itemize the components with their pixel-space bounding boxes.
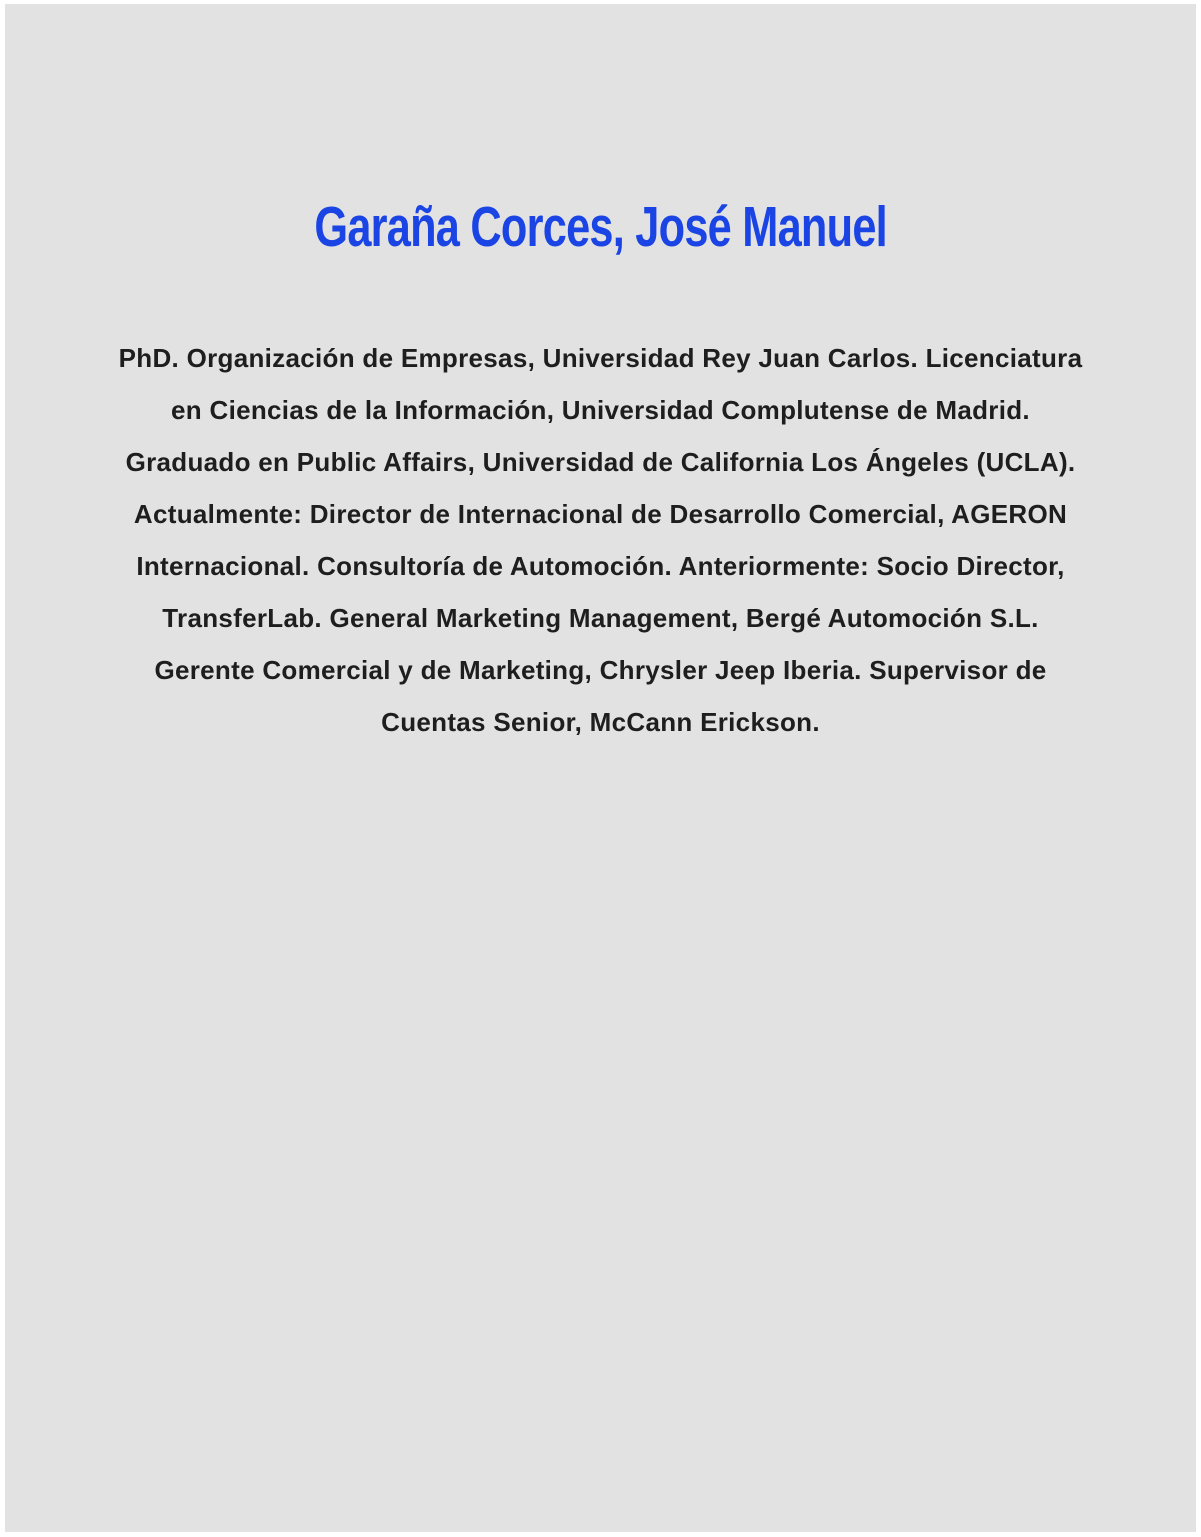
- bio-line: Graduado en Public Affairs, Universidad de California Los Ángeles (UCLA).: [125, 447, 1076, 477]
- bio-line: TransferLab. General Marketing Management, Bergé Automoción S.L.: [162, 603, 1039, 633]
- bio-line: Gerente Comercial y de Marketing, Chrysler Jeep Iberia. Supervisor de: [154, 655, 1047, 685]
- bio-line: PhD. Organización de Empresas, Universidad Rey Juan Carlos. Licenciatura: [118, 343, 1083, 373]
- bio-line: Internacional. Consultoría de Automoción. Anteriormente: Socio Director,: [136, 551, 1065, 581]
- bio-page: [5, 4, 1196, 1532]
- title-container: [5, 4, 1196, 276]
- bio-line: en Ciencias de la Información, Universidad Complutense de Madrid.: [171, 395, 1030, 425]
- bio-paragraph: [5, 332, 1196, 748]
- bio-line: Cuentas Senior, McCann Erickson.: [381, 707, 820, 737]
- page-title: Garaña Corces, José Manuel: [314, 195, 887, 259]
- bio-line: Actualmente: Director de Internacional de Desarrollo Comercial, AGERON: [133, 499, 1068, 529]
